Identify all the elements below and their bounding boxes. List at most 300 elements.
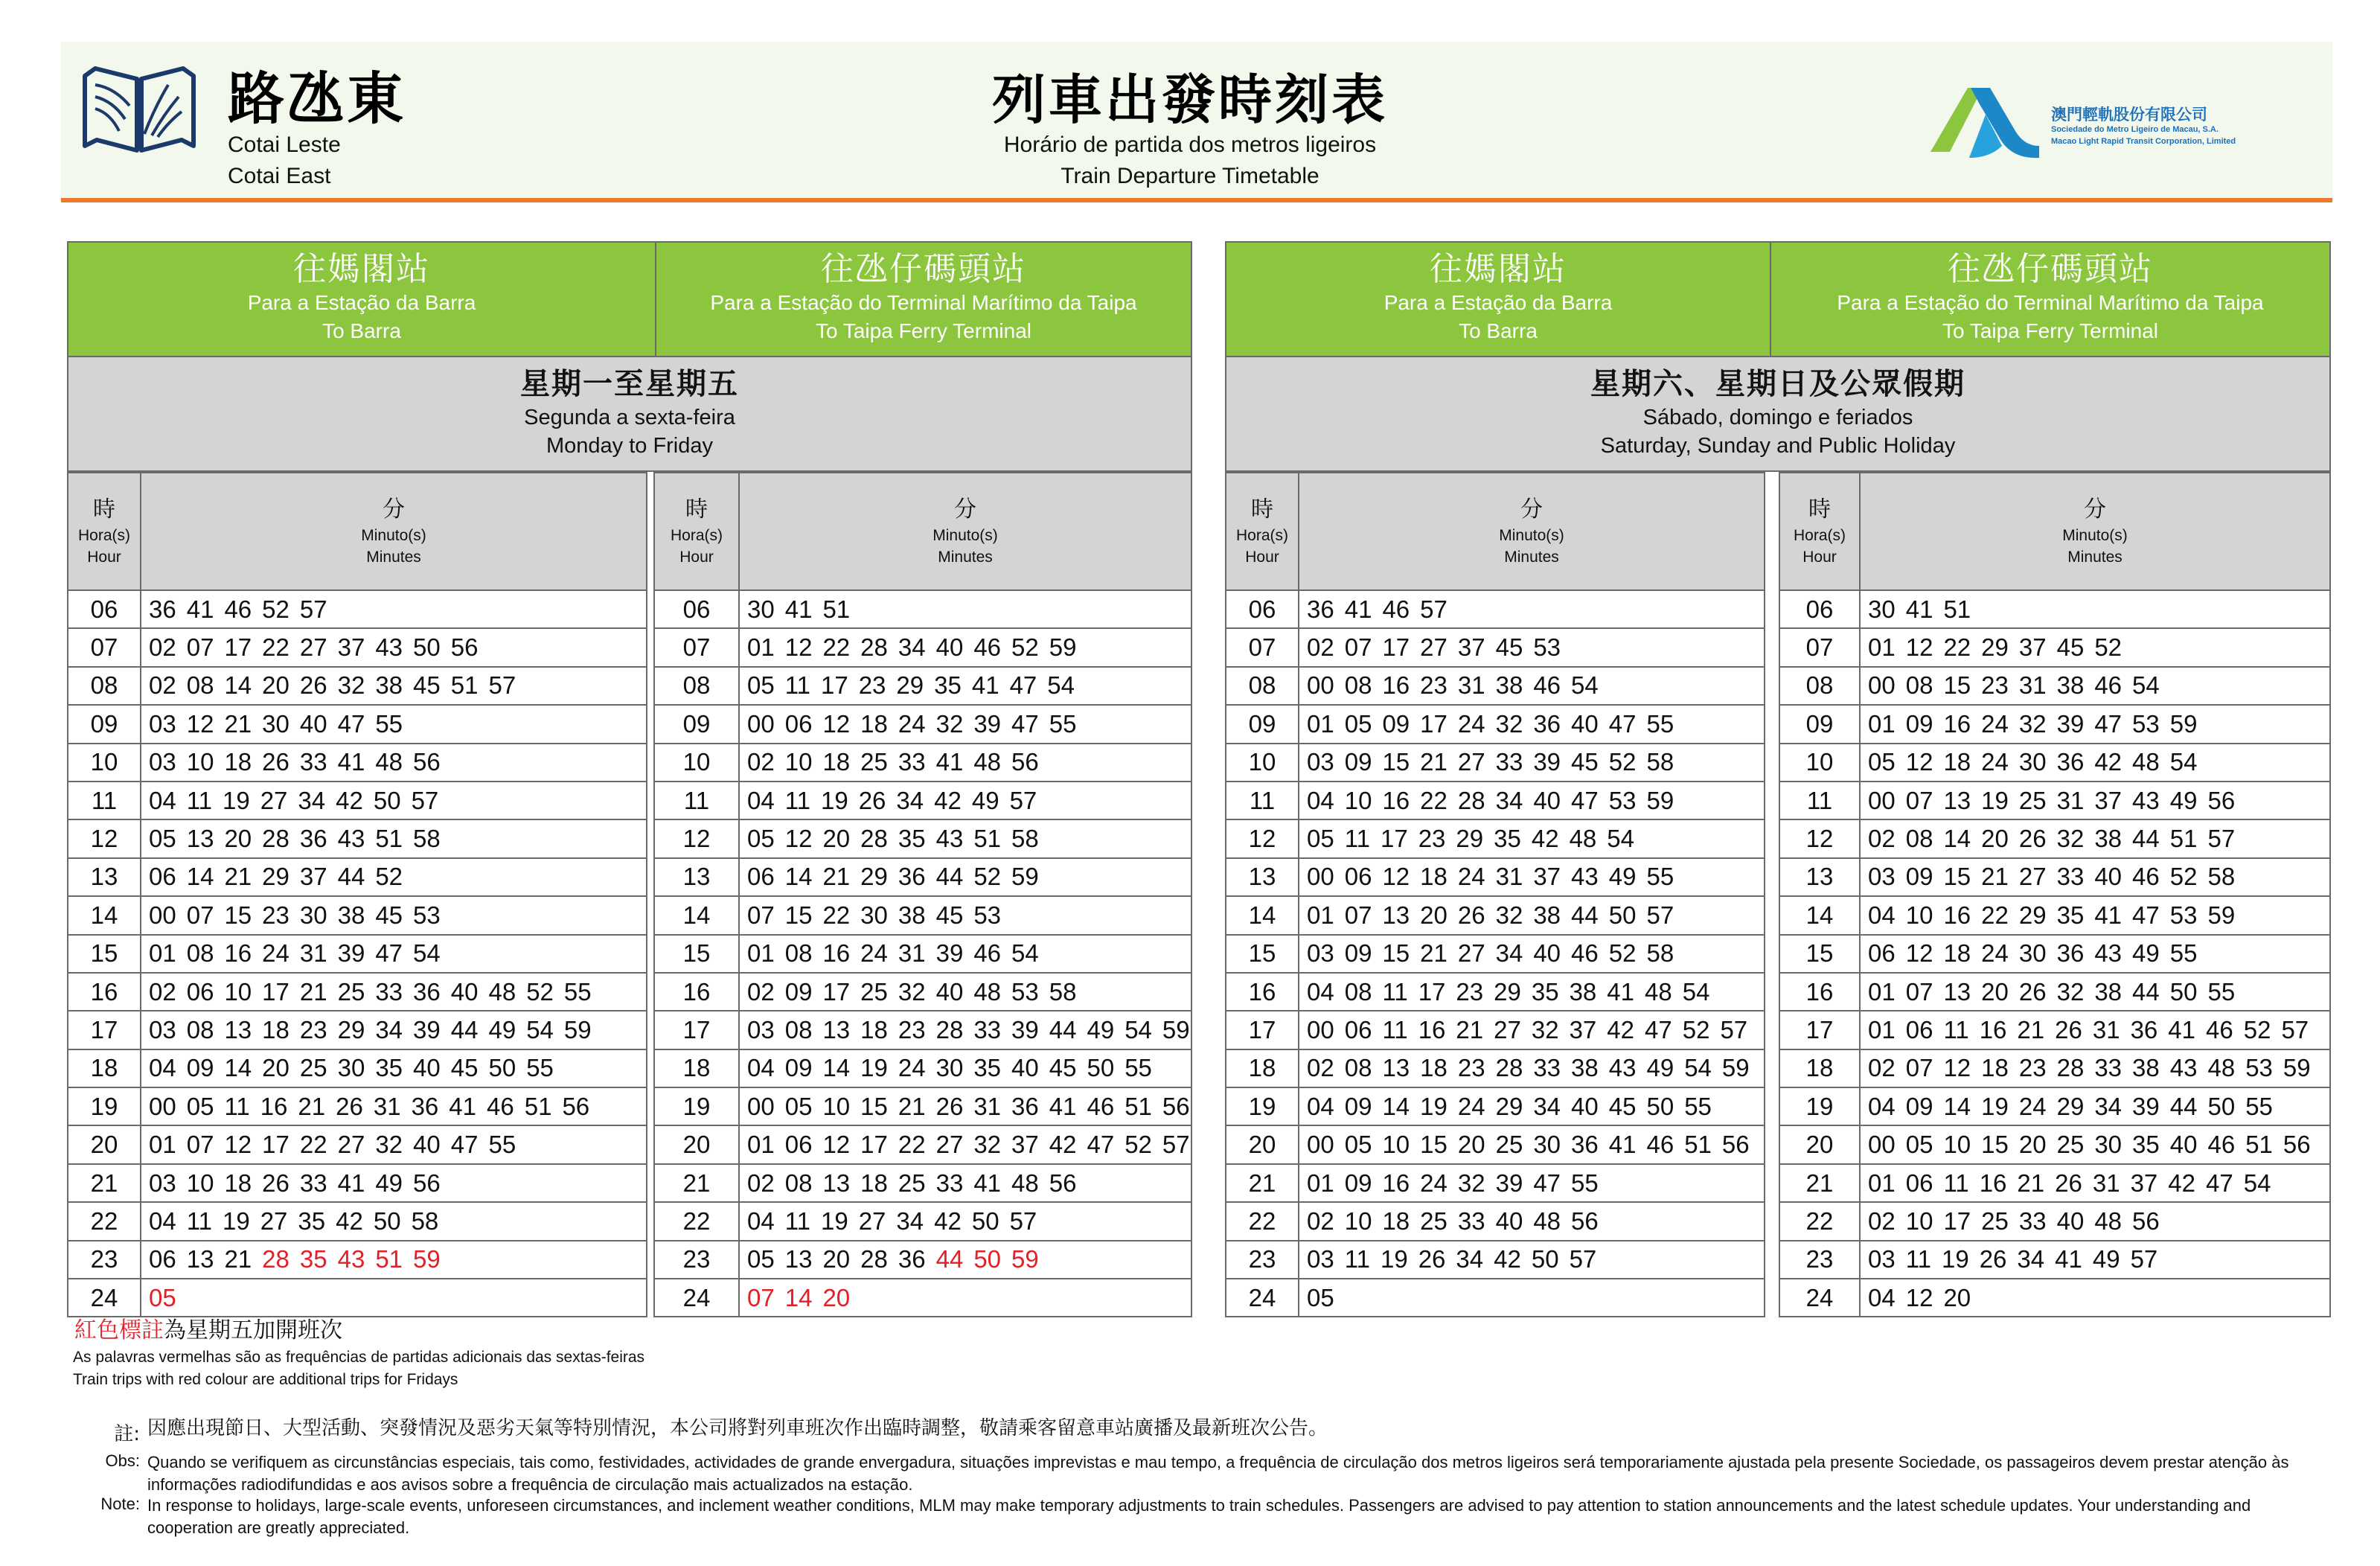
minute-value: 09 bbox=[186, 1054, 214, 1082]
minute-value: 30 bbox=[337, 1054, 365, 1082]
minute-value: 53 bbox=[2245, 1054, 2273, 1082]
minute-value: 15 bbox=[1943, 863, 1971, 891]
minute-value: 07 bbox=[1905, 1054, 1933, 1082]
table-row bbox=[68, 1049, 647, 1087]
minute-value: 42 bbox=[336, 786, 363, 814]
minute-value: 46 bbox=[2132, 863, 2160, 891]
minute-value: 51 bbox=[973, 825, 1002, 853]
table-row bbox=[1226, 590, 1765, 628]
minute-value: 42 bbox=[1494, 1245, 1521, 1273]
table-row bbox=[1226, 896, 1765, 934]
table-row bbox=[1779, 1087, 2330, 1125]
minutes-cell bbox=[141, 1125, 647, 1163]
minute-value: 41 bbox=[1049, 1092, 1077, 1120]
minutes-cell bbox=[141, 590, 647, 628]
destination-pt: Para a Estação da Barra bbox=[1383, 291, 1613, 314]
minute-value: 40 bbox=[2169, 1131, 2198, 1159]
minute-value: 59 bbox=[1049, 633, 1077, 662]
hour-cell: 07 bbox=[68, 628, 141, 666]
minute-value: 56 bbox=[2207, 786, 2236, 814]
hour-cell: 23 bbox=[654, 1241, 739, 1279]
table-row bbox=[1779, 896, 2330, 934]
minute-value: 16 bbox=[260, 1092, 288, 1120]
minute-value: 24 bbox=[262, 939, 289, 968]
minute-value: 15 bbox=[1382, 748, 1410, 776]
minutes-cell bbox=[739, 590, 1191, 628]
minute-value: 08 bbox=[1905, 671, 1933, 700]
minute-value: 16 bbox=[1418, 1015, 1446, 1044]
minute-value: 37 bbox=[2094, 786, 2123, 814]
minute-value: 47 bbox=[337, 709, 365, 738]
minutes-cell bbox=[141, 1164, 647, 1202]
minute-value: 20 bbox=[1981, 825, 2009, 853]
minute-value: 36 bbox=[1011, 1092, 1039, 1120]
destination-en: To Taipa Ferry Terminal bbox=[1942, 319, 2158, 342]
station-name-en: Cotai East bbox=[228, 164, 331, 188]
minute-value: 52 bbox=[375, 863, 403, 891]
minute-value: 48 bbox=[1533, 1207, 1561, 1235]
table-row bbox=[654, 1011, 1191, 1049]
minute-value: 24 bbox=[898, 709, 926, 738]
minute-value: 10 bbox=[186, 748, 214, 776]
minute-value: 57 bbox=[1720, 1015, 1748, 1044]
minute-value: 17 bbox=[262, 1131, 289, 1159]
hour-cell: 20 bbox=[654, 1125, 739, 1163]
destination-barra bbox=[1225, 241, 1770, 357]
minute-value: 57 bbox=[488, 671, 516, 700]
minute-value: 52 bbox=[1608, 748, 1637, 776]
minutes-cell bbox=[1860, 782, 2330, 819]
minute-value: 31 bbox=[898, 939, 926, 968]
minute-value: 46 bbox=[224, 595, 252, 623]
minute-value: 49 bbox=[971, 786, 999, 814]
table-row bbox=[1779, 1049, 2330, 1087]
minute-value: 54 bbox=[526, 1015, 554, 1044]
minutes-cell bbox=[739, 782, 1191, 819]
minute-value: 48 bbox=[488, 977, 516, 1006]
minute-value: 47 bbox=[1571, 786, 1599, 814]
minute-value: 33 bbox=[299, 748, 327, 776]
minute-value: 03 bbox=[1868, 1245, 1896, 1273]
minute-value: 07 bbox=[186, 633, 214, 662]
minute-column-header: 分 Minuto(s) Minutes bbox=[1299, 473, 1765, 590]
minutes-cell bbox=[141, 1087, 647, 1125]
table-row bbox=[68, 1125, 647, 1163]
minute-value: 38 bbox=[2056, 671, 2085, 700]
minute-value: 55 bbox=[526, 1054, 554, 1082]
minute-value: 59 bbox=[2169, 709, 2198, 738]
minute-value: 50 bbox=[1646, 1092, 1674, 1120]
minute-value: 01 bbox=[149, 939, 176, 968]
table-row bbox=[654, 858, 1191, 896]
minute-value: 40 bbox=[299, 709, 327, 738]
minute-value: 30 bbox=[1868, 595, 1896, 623]
minute-value: 36 bbox=[1571, 1131, 1599, 1159]
minutes-cell bbox=[1860, 1241, 2330, 1279]
minute-value: 53 bbox=[1608, 786, 1637, 814]
minute-value: 39 bbox=[1011, 1015, 1039, 1044]
minute-value: 18 bbox=[1943, 748, 1971, 776]
minute-value: 01 bbox=[747, 1131, 775, 1159]
minute-value: 14 bbox=[1943, 825, 1971, 853]
hour-cell: 11 bbox=[68, 782, 141, 819]
friday-minute-value: 59 bbox=[413, 1245, 441, 1273]
minute-value: 31 bbox=[2018, 671, 2047, 700]
minute-value: 32 bbox=[337, 671, 365, 700]
minute-value: 45 bbox=[1495, 633, 1523, 662]
minute-value: 42 bbox=[1607, 1015, 1635, 1044]
destination-zh: 往媽閣站 bbox=[1430, 250, 1567, 288]
minute-value: 20 bbox=[1457, 1131, 1485, 1159]
minutes-cell bbox=[1299, 935, 1765, 973]
minute-value: 30 bbox=[262, 709, 289, 738]
minute-value: 41 bbox=[2055, 1245, 2082, 1273]
minutes-cell bbox=[1299, 744, 1765, 782]
minute-value: 16 bbox=[1382, 786, 1410, 814]
minute-value: 54 bbox=[1684, 1054, 1712, 1082]
day-type-en: Saturday, Sunday and Public Holiday bbox=[1600, 434, 1956, 458]
minutes-cell bbox=[1860, 1164, 2330, 1202]
minute-value: 32 bbox=[973, 1131, 1002, 1159]
minutes-cell bbox=[739, 667, 1191, 705]
minute-value: 26 bbox=[935, 1092, 964, 1120]
minute-value: 57 bbox=[2130, 1245, 2158, 1273]
minute-value: 07 bbox=[1344, 633, 1372, 662]
minute-value: 09 bbox=[784, 977, 813, 1006]
minute-value: 00 bbox=[1307, 1131, 1334, 1159]
minute-value: 27 bbox=[260, 1207, 288, 1235]
minute-value: 52 bbox=[1011, 633, 1039, 662]
minute-value: 41 bbox=[784, 595, 813, 623]
minute-value: 37 bbox=[299, 863, 327, 891]
minutes-cell bbox=[1299, 1279, 1765, 1317]
minute-value: 08 bbox=[784, 1169, 813, 1197]
minute-value: 12 bbox=[224, 1131, 252, 1159]
minute-value: 18 bbox=[262, 1015, 289, 1044]
minutes-cell bbox=[1860, 973, 2330, 1011]
minute-value: 50 bbox=[1531, 1245, 1559, 1273]
minute-value: 31 bbox=[2056, 786, 2085, 814]
minute-value: 23 bbox=[1418, 825, 1446, 853]
minute-value: 40 bbox=[413, 1054, 441, 1082]
minute-value: 17 bbox=[1380, 825, 1408, 853]
table-row bbox=[68, 744, 647, 782]
minutes-cell bbox=[1860, 705, 2330, 743]
minute-value: 37 bbox=[1011, 1131, 1039, 1159]
hour-column-header: 時 Hora(s) Hour bbox=[1226, 473, 1299, 590]
minutes-cell bbox=[1860, 896, 2330, 934]
minute-value: 02 bbox=[1307, 1207, 1334, 1235]
minute-value: 16 bbox=[224, 939, 252, 968]
table-row bbox=[1226, 935, 1765, 973]
minute-value: 55 bbox=[2207, 977, 2236, 1006]
friday-minute-value: 51 bbox=[375, 1245, 403, 1273]
minute-value: 23 bbox=[1420, 671, 1447, 700]
minute-value: 04 bbox=[149, 786, 176, 814]
minute-value: 55 bbox=[1646, 863, 1674, 891]
minute-value: 41 bbox=[337, 748, 365, 776]
minute-value: 23 bbox=[1457, 1054, 1485, 1082]
minute-value: 41 bbox=[1608, 1131, 1637, 1159]
minute-value: 32 bbox=[1495, 901, 1523, 929]
minute-value: 49 bbox=[375, 1169, 403, 1197]
minute-value: 48 bbox=[2132, 748, 2160, 776]
company-name-en: Macao Light Rapid Transit Corporation, Limited bbox=[2051, 137, 2236, 146]
minute-value: 57 bbox=[1009, 1207, 1037, 1235]
note-label-zh: 註: bbox=[114, 1423, 140, 1445]
minute-value: 08 bbox=[1344, 671, 1372, 700]
minute-value: 49 bbox=[488, 1015, 516, 1044]
minute-value: 53 bbox=[2169, 901, 2198, 929]
minute-value: 29 bbox=[1981, 633, 2009, 662]
minute-value: 15 bbox=[1420, 1131, 1447, 1159]
minute-value: 49 bbox=[2132, 939, 2160, 968]
minute-value: 15 bbox=[1943, 671, 1971, 700]
minute-value: 43 bbox=[375, 633, 403, 662]
station-name-zh: 路氹東 bbox=[228, 65, 406, 132]
minute-value: 01 bbox=[747, 939, 775, 968]
minute-value: 47 bbox=[2206, 1169, 2233, 1197]
minutes-cell bbox=[1860, 1011, 2330, 1049]
minute-value: 16 bbox=[1382, 1169, 1410, 1197]
minute-value: 17 bbox=[1420, 709, 1447, 738]
minute-value: 38 bbox=[375, 671, 403, 700]
hour-cell: 15 bbox=[654, 935, 739, 973]
minute-value: 59 bbox=[2283, 1054, 2311, 1082]
minute-value: 56 bbox=[450, 633, 479, 662]
minute-value: 37 bbox=[1569, 1015, 1597, 1044]
table-row bbox=[1226, 819, 1765, 857]
minute-value: 55 bbox=[1646, 709, 1674, 738]
minutes-cell bbox=[1299, 896, 1765, 934]
minute-value: 26 bbox=[1979, 1245, 2007, 1273]
timetable-weekday-taipa bbox=[653, 472, 1192, 1317]
table-row bbox=[68, 1241, 647, 1279]
hour-cell: 12 bbox=[1779, 819, 1860, 857]
minute-value: 47 bbox=[2132, 901, 2160, 929]
destination-barra bbox=[67, 241, 655, 357]
minute-value: 06 bbox=[784, 1131, 813, 1159]
table-row bbox=[68, 973, 647, 1011]
minute-value: 05 bbox=[747, 825, 775, 853]
friday-minute-value: 35 bbox=[299, 1245, 327, 1273]
minute-value: 04 bbox=[1868, 1283, 1896, 1311]
destination-header-row bbox=[67, 241, 1192, 357]
minute-value: 44 bbox=[1571, 901, 1599, 929]
hour-cell: 19 bbox=[68, 1087, 141, 1125]
minute-value: 25 bbox=[1981, 1207, 2009, 1235]
note-text-pt: Quando se verifiquem as circunstâncias especiais, tais como, festividades, actividades de grande envergadura, situações imprevistas e mau tempo, a frequência de circulação dos metros ligeiros será temporariamente ajustada pela presente Sociedade, os passageiros devem prestar atenção às informações radiodifundidas e aos avisos sobre a frequência de circulação mais actualizados na estação. bbox=[147, 1453, 2289, 1494]
minute-value: 20 bbox=[262, 1054, 289, 1082]
minute-value: 48 bbox=[2094, 1207, 2123, 1235]
minute-value: 54 bbox=[1571, 671, 1599, 700]
minute-value: 01 bbox=[1868, 709, 1896, 738]
minute-value: 09 bbox=[784, 1054, 813, 1082]
minute-value: 27 bbox=[1457, 939, 1485, 968]
minute-value: 54 bbox=[1682, 977, 1710, 1006]
minute-value: 53 bbox=[1011, 977, 1039, 1006]
minute-value: 05 bbox=[784, 1092, 813, 1120]
minute-value: 08 bbox=[1905, 825, 1933, 853]
minutes-cell bbox=[739, 1164, 1191, 1202]
minute-value: 21 bbox=[1420, 748, 1447, 776]
minute-value: 44 bbox=[935, 863, 964, 891]
minute-value: 02 bbox=[1868, 1207, 1896, 1235]
minute-value: 21 bbox=[1420, 939, 1447, 968]
minutes-cell bbox=[1299, 1125, 1765, 1163]
table-row bbox=[1226, 973, 1765, 1011]
table-row bbox=[1226, 782, 1765, 819]
hour-cell: 11 bbox=[1226, 782, 1299, 819]
hour-cell: 06 bbox=[1226, 590, 1299, 628]
minute-value: 45 bbox=[450, 1054, 479, 1082]
minute-value: 21 bbox=[2017, 1169, 2045, 1197]
hour-cell: 09 bbox=[68, 705, 141, 743]
minute-value: 44 bbox=[1049, 1015, 1077, 1044]
minutes-cell bbox=[1860, 590, 2330, 628]
minute-value: 26 bbox=[2018, 825, 2047, 853]
page-title-zh: 列車出發時刻表 bbox=[991, 68, 1388, 131]
minute-value: 49 bbox=[1608, 863, 1637, 891]
minute-value: 32 bbox=[1531, 1015, 1559, 1044]
minute-value: 37 bbox=[1457, 633, 1485, 662]
table-row bbox=[1779, 705, 2330, 743]
minute-value: 51 bbox=[822, 595, 851, 623]
minute-value: 23 bbox=[299, 1015, 327, 1044]
minute-value: 41 bbox=[337, 1169, 365, 1197]
minute-value: 42 bbox=[1049, 1131, 1077, 1159]
table-row bbox=[654, 1279, 1191, 1317]
page-title-pt: Horário de partida dos metros ligeiros bbox=[1003, 132, 1377, 157]
minute-value: 36 bbox=[2056, 748, 2085, 776]
minute-value: 06 bbox=[784, 709, 813, 738]
minute-value: 01 bbox=[747, 633, 775, 662]
minute-value: 02 bbox=[1307, 1054, 1334, 1082]
minute-value: 22 bbox=[299, 1131, 327, 1159]
minute-value: 23 bbox=[1981, 671, 2009, 700]
minute-value: 18 bbox=[1981, 1054, 2009, 1082]
minute-value: 29 bbox=[2056, 1092, 2085, 1120]
minute-value: 03 bbox=[1307, 939, 1334, 968]
minute-value: 03 bbox=[149, 709, 176, 738]
table-row bbox=[68, 782, 647, 819]
minutes-cell bbox=[1299, 819, 1765, 857]
minute-value: 15 bbox=[784, 901, 813, 929]
minute-value: 42 bbox=[934, 786, 962, 814]
minute-value: 31 bbox=[1457, 671, 1485, 700]
minute-value: 47 bbox=[2094, 709, 2123, 738]
minute-value: 05 bbox=[1344, 1131, 1372, 1159]
table-row bbox=[1779, 782, 2330, 819]
minute-value: 55 bbox=[1684, 1092, 1712, 1120]
minute-value: 05 bbox=[1868, 748, 1896, 776]
destination-zh: 往氹仔碼頭站 bbox=[1948, 250, 2153, 288]
destination-header-row bbox=[1225, 241, 2331, 357]
minute-value: 46 bbox=[973, 633, 1002, 662]
minute-value: 41 bbox=[2094, 901, 2123, 929]
minute-value: 52 bbox=[2169, 863, 2198, 891]
minute-value: 22 bbox=[822, 901, 851, 929]
minute-value: 28 bbox=[935, 1015, 964, 1044]
minute-value: 44 bbox=[2132, 825, 2160, 853]
minute-value: 54 bbox=[1607, 825, 1635, 853]
minute-value: 50 bbox=[488, 1054, 516, 1082]
hour-cell: 07 bbox=[654, 628, 739, 666]
minute-value: 42 bbox=[336, 1207, 363, 1235]
minute-value: 12 bbox=[1943, 1054, 1971, 1082]
timetable-weekday-barra bbox=[67, 472, 647, 1317]
minute-value: 54 bbox=[413, 939, 441, 968]
minute-value: 35 bbox=[298, 1207, 326, 1235]
minute-value: 42 bbox=[934, 1207, 962, 1235]
minute-value: 21 bbox=[1456, 1015, 1484, 1044]
minute-value: 46 bbox=[487, 1092, 514, 1120]
minute-value: 07 bbox=[1344, 901, 1372, 929]
minute-value: 17 bbox=[1943, 1207, 1971, 1235]
weekday-panel bbox=[67, 241, 1192, 1310]
hour-cell: 06 bbox=[68, 590, 141, 628]
hour-cell: 23 bbox=[1226, 1241, 1299, 1279]
minutes-cell bbox=[1299, 1087, 1765, 1125]
minute-value: 48 bbox=[973, 977, 1002, 1006]
minute-value: 06 bbox=[1905, 1015, 1933, 1044]
minute-value: 01 bbox=[149, 1131, 176, 1159]
minute-value: 52 bbox=[2094, 633, 2123, 662]
minute-value: 26 bbox=[262, 748, 289, 776]
minute-value: 18 bbox=[1943, 939, 1971, 968]
minute-value: 02 bbox=[747, 977, 775, 1006]
minute-value: 51 bbox=[2169, 825, 2198, 853]
minute-value: 20 bbox=[1981, 977, 2009, 1006]
minute-value: 13 bbox=[1943, 977, 1971, 1006]
minute-value: 52 bbox=[526, 977, 554, 1006]
minute-value: 56 bbox=[1049, 1169, 1077, 1197]
minute-value: 45 bbox=[1049, 1054, 1077, 1082]
minute-value: 46 bbox=[2094, 671, 2123, 700]
minute-value: 29 bbox=[1495, 1092, 1523, 1120]
minute-value: 54 bbox=[2169, 748, 2198, 776]
minutes-cell bbox=[1860, 628, 2330, 666]
hour-column-header: 時 Hora(s) Hour bbox=[1779, 473, 1860, 590]
table-row bbox=[1779, 628, 2330, 666]
minute-value: 26 bbox=[299, 671, 327, 700]
friday-legend-zh bbox=[74, 1311, 342, 1344]
minute-value: 16 bbox=[1382, 671, 1410, 700]
minute-value: 42 bbox=[2094, 748, 2123, 776]
minute-value: 49 bbox=[2092, 1245, 2120, 1273]
timetable-weekend-barra bbox=[1225, 472, 1765, 1317]
minute-value: 04 bbox=[747, 786, 775, 814]
minute-value: 33 bbox=[299, 1169, 327, 1197]
minute-value: 19 bbox=[1981, 786, 2009, 814]
hour-cell: 24 bbox=[68, 1279, 141, 1317]
minute-value: 56 bbox=[1721, 1131, 1750, 1159]
minute-value: 18 bbox=[224, 1169, 252, 1197]
minute-value: 26 bbox=[858, 786, 886, 814]
table-row bbox=[654, 1087, 1191, 1125]
minute-value: 18 bbox=[860, 1169, 888, 1197]
minute-value: 22 bbox=[822, 633, 851, 662]
minutes-cell bbox=[1860, 1279, 2330, 1317]
minutes-cell bbox=[1299, 1011, 1765, 1049]
minute-value: 35 bbox=[973, 1054, 1002, 1082]
minute-value: 09 bbox=[1344, 1092, 1372, 1120]
minute-value: 09 bbox=[1382, 709, 1410, 738]
table-row bbox=[68, 628, 647, 666]
minute-value: 34 bbox=[2017, 1245, 2045, 1273]
minute-value: 14 bbox=[1943, 1092, 1971, 1120]
header-divider bbox=[61, 198, 2332, 202]
